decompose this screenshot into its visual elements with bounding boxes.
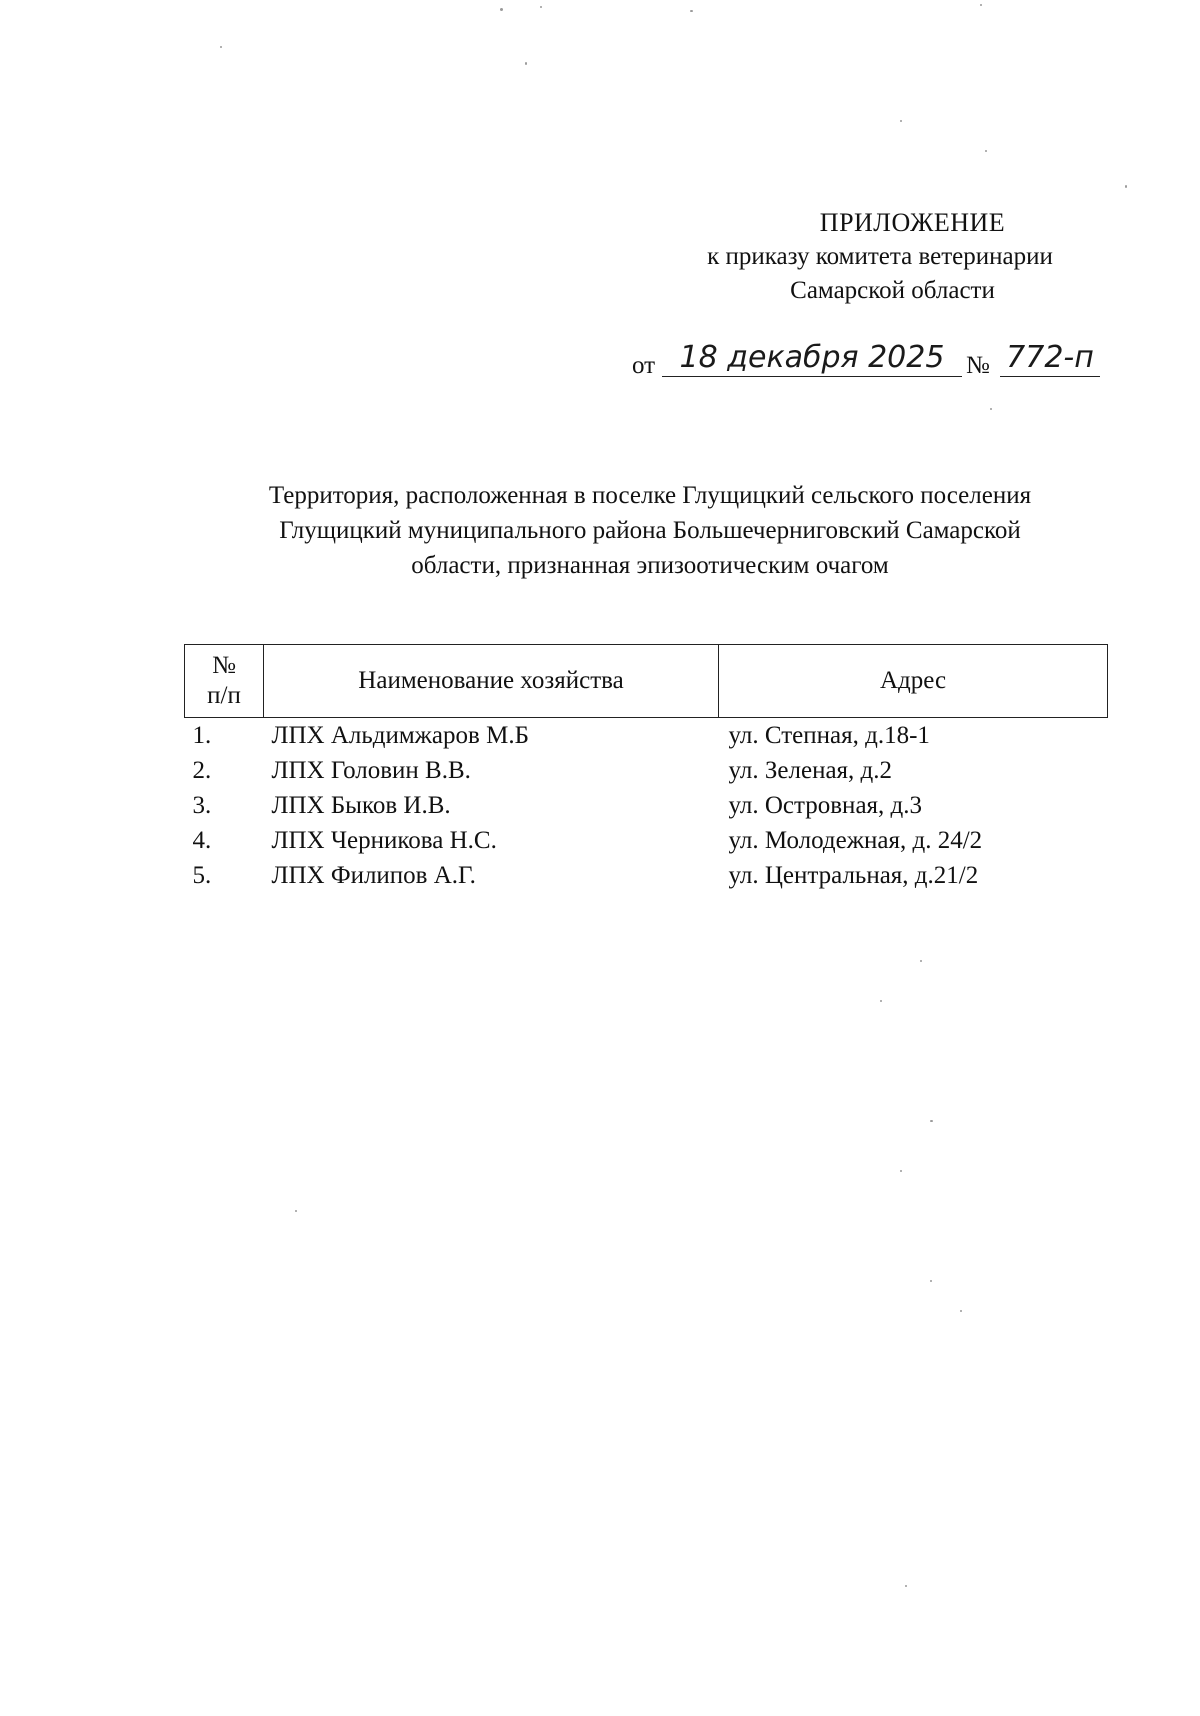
farm-name: ЛПХ Головин В.В.	[271, 757, 471, 784]
order-reference	[632, 336, 1112, 386]
table-row	[185, 858, 1108, 893]
document-title-line: области, признанная эпизоотическим очагом	[411, 552, 889, 579]
appendix-header	[690, 206, 1110, 308]
document-title-line: Глущицкий муниципального района Большечерниговский Самарской	[279, 517, 1021, 544]
document-title	[200, 478, 1100, 583]
column-header-name: Наименование хозяйства	[264, 645, 719, 718]
farm-name: ЛПХ Быков И.В.	[271, 792, 451, 819]
column-header-address: Адрес	[719, 645, 1108, 718]
farm-address: ул. Степная, д.18-1	[728, 722, 930, 749]
farm-address: ул. Центральная, д.21/2	[728, 862, 979, 889]
order-number: 772-п	[1000, 336, 1100, 377]
appendix-title: ПРИЛОЖЕНИЕ	[819, 208, 1006, 237]
farm-address: ул. Молодежная, д. 24/2	[728, 827, 983, 854]
document-title-line: Территория, расположенная в поселке Глущицкий сельского поселения	[268, 482, 1032, 509]
row-number: 4.	[192, 827, 212, 854]
table-header-row	[185, 645, 1108, 718]
appendix-subtitle: к приказу комитета ветеринарии	[707, 243, 1053, 270]
row-number: 1.	[192, 722, 212, 749]
date-label: от	[632, 352, 656, 379]
farm-name: ЛПХ Черникова Н.С.	[271, 827, 497, 854]
farm-name: ЛПХ Альдимжаров М.Б	[271, 722, 529, 749]
table-row	[185, 823, 1108, 858]
table-row	[185, 753, 1108, 788]
appendix-region: Самарской области	[790, 277, 995, 304]
row-number: 3.	[192, 792, 212, 819]
row-number: 2.	[192, 757, 212, 784]
table-row	[185, 718, 1108, 754]
farm-address: ул. Островная, д.3	[728, 792, 923, 819]
table-row	[185, 788, 1108, 823]
farm-address: ул. Зеленая, д.2	[728, 757, 893, 784]
order-date: 18 декабря 2025	[662, 336, 962, 377]
column-header-number: № п/п	[185, 645, 264, 718]
row-number: 5.	[192, 862, 212, 889]
number-label: №	[966, 352, 990, 379]
farm-name: ЛПХ Филипов А.Г.	[271, 862, 476, 889]
farms-table	[184, 644, 1108, 893]
